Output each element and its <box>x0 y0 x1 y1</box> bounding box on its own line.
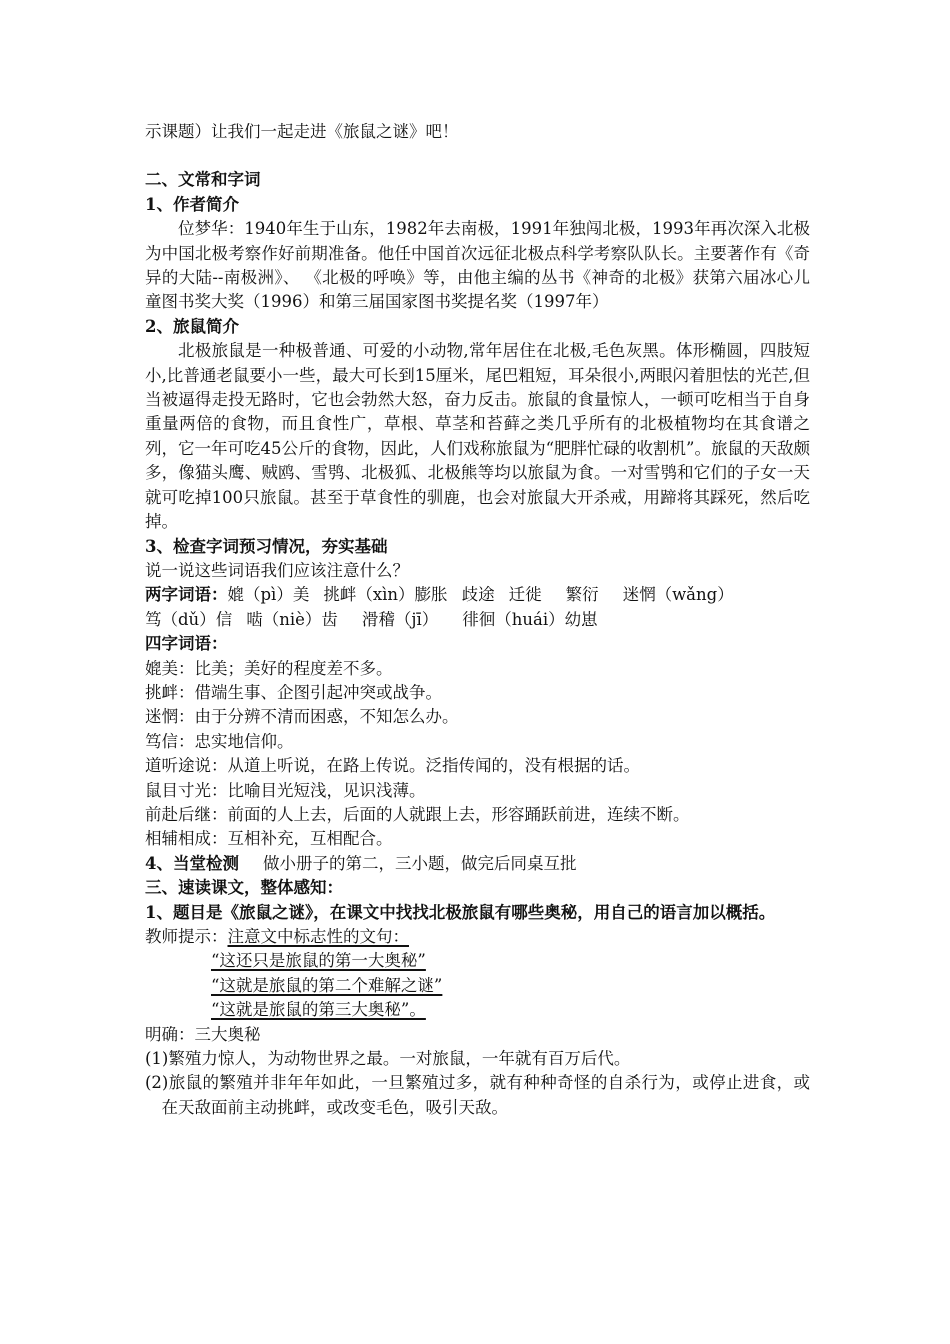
section2-heading: 二、文常和字词 <box>145 170 261 190</box>
quote-line <box>145 998 810 1022</box>
author-paragraph: 位梦华：1940年生于山东，1982年去南极，1991年独闯北极，1993年再次深入北极为中国北极考察作好前期准备。他任中国首次远征北极点科学考察队队长。主要著作有《奇异的大陆--南极洲》、 《北极的呼唤》等，由他主编的丛书《神奇的北极》获第六届冰心儿童图书奖大奖（1996）和第三届国家图书奖提名奖（1997年） <box>145 219 810 312</box>
word: 繁衍 <box>565 585 599 605</box>
definition-item: 道听途说：从道上听说，在路上传说。泛指传闻的，没有根据的话。 <box>145 756 640 776</box>
in-class-test <box>145 852 810 876</box>
two-char-label: 两字词语： <box>145 585 228 605</box>
vocab-prompt: 说一说这些词语我们应该注意什么？ <box>145 560 409 580</box>
point-item: (1)繁殖力惊人，为动物世界之最。一对旅鼠，一年就有百万后代。 <box>145 1049 631 1069</box>
quote-line <box>145 949 810 973</box>
word: 啮（niè）齿 <box>246 609 338 629</box>
quote-text: “这就是旅鼠的第三大奥秘”。 <box>211 1000 426 1020</box>
document-page <box>145 120 810 1120</box>
definition-item: 迷惘：由于分辨不清而困惑，不知怎么办。 <box>145 707 459 727</box>
intro-line: 示课题）让我们一起走进《旅鼠之谜》吧！ <box>145 122 459 141</box>
four-char-label: 四字词语： <box>145 634 228 654</box>
two-char-words-row1 <box>145 583 810 607</box>
word: 徘徊（huái）幼崽 <box>462 609 598 629</box>
definition-item: 鼠目寸光：比喻目光短浅，见识浅薄。 <box>145 780 426 800</box>
quote-line <box>145 974 810 998</box>
point-item: (2)旅鼠的繁殖并非年年如此，一旦繁殖过多，就有种种奇怪的自杀行为，或停止进食，或在天敌面前主动挑衅，或改变毛色，吸引天敌。 <box>145 1073 810 1117</box>
vocab-check-heading: 3、检查字词预习情况，夯实基础 <box>145 536 388 556</box>
teacher-hint <box>145 925 810 949</box>
word: 媲（pì）美 <box>227 585 310 605</box>
word: 迁徙 <box>508 585 542 605</box>
word: 滑稽（jī） <box>361 609 439 629</box>
clear-line: 明确：三大奥秘 <box>145 1024 261 1044</box>
section3-heading: 三、速读课文，整体感知： <box>145 878 343 898</box>
lemming-heading: 2、旅鼠简介 <box>145 316 239 336</box>
hint-label: 教师提示： <box>145 927 228 946</box>
definition-item: 媲美：比美；美好的程度差不多。 <box>145 658 393 678</box>
lemming-paragraph: 北极旅鼠是一种极普通、可爱的小动物,常年居住在北极,毛色灰黑。体形椭圆，四肢短小,比普通老鼠要小一些，最大可长到15厘米，尾巴粗短，耳朵很小,两眼闪着胆怯的光芒,但当被逼得走投无路时，它也会勃然大怒，奋力反击。旅鼠的食量惊人，一顿可吃相当于自身重量两倍的食物，而且食性广，草根、草茎和苔藓之类几乎所有的北极植物均在其食谱之列，它一年可吃45公斤的食物，因此，人们戏称旅鼠为“肥胖忙碌的收割机”。旅鼠的天敌颇多，像猫头鹰、贼鸥、雪鸮、北极狐、北极熊等均以旅鼠为食。一对雪鸮和它们的子女一天就可吃掉100只旅鼠。甚至于草食性的驯鹿，也会对旅鼠大开杀戒，用蹄将其踩死，然后吃掉。 <box>145 341 810 532</box>
word: 挑衅（xìn）膨胀 <box>323 585 448 605</box>
definition-item: 笃信：忠实地信仰。 <box>145 731 294 751</box>
word: 歧途 <box>461 585 495 605</box>
two-char-words-row2 <box>145 608 810 632</box>
definition-item: 相辅相成：互相补充，互相配合。 <box>145 829 393 849</box>
test-text: 做小册子的第二，三小题，做完后同桌互批 <box>262 853 577 873</box>
definition-item: 挑衅：借端生事、企图引起冲突或战争。 <box>145 682 442 702</box>
test-label: 4、当堂检测 <box>145 853 239 873</box>
quote-text: “这还只是旅鼠的第一大奥秘” <box>211 951 426 971</box>
blank-line <box>145 144 810 168</box>
word: 迷惘（wǎng） <box>622 585 734 605</box>
word: 笃（dǔ）信 <box>145 609 233 629</box>
quote-text: “这就是旅鼠的第二个难解之谜” <box>211 975 443 995</box>
author-heading: 1、作者简介 <box>145 194 239 214</box>
section3-question: 1、题目是《旅鼠之谜》，在课文中找找北极旅鼠有哪些奥秘，用自己的语言加以概括。 <box>145 902 776 922</box>
hint-text: 注意文中标志性的文句： <box>227 927 409 946</box>
definition-item: 前赴后继：前面的人上去，后面的人就跟上去，形容踊跃前进，连续不断。 <box>145 804 690 824</box>
